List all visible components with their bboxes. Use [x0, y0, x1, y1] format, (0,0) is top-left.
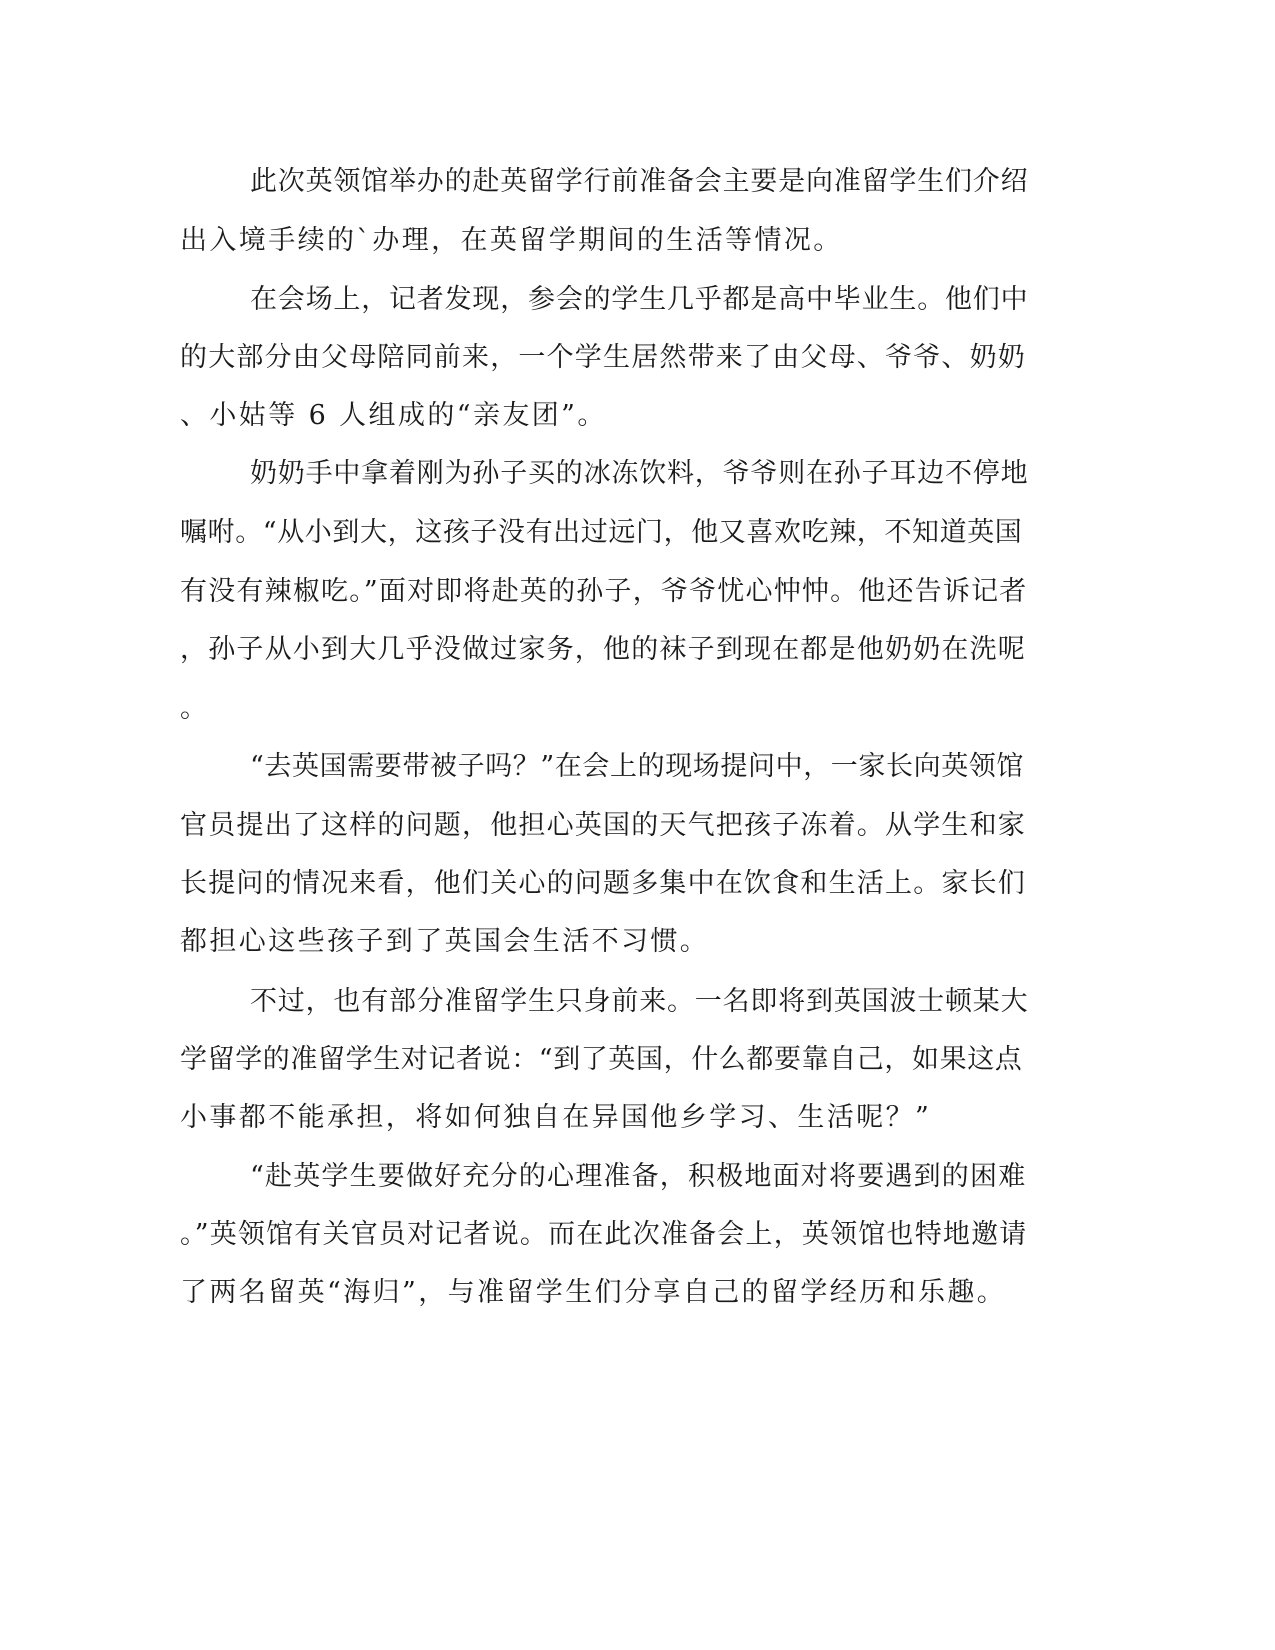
- text-line: 、小姑等 6 人组成的“亲友团”。: [180, 400, 607, 431]
- text-line: 的大部分由父母陪同前来，一个学生居然带来了由父母、爷爷、奶奶: [180, 342, 1026, 373]
- text-line: 此次英领馆举办的赴英留学行前准备会主要是向准留学生们介绍: [250, 166, 1029, 197]
- text-line: 官员提出了这样的问题，他担心英国的天气把孩子冻着。从学生和家: [180, 810, 1026, 841]
- text-line: 学留学的准留学生对记者说：“到了英国，什么都要靠自己，如果这点: [180, 1044, 1023, 1075]
- text-line: 出入境手续的`办理，在英留学期间的生活等情况。: [180, 225, 843, 256]
- text-line: 在会场上，记者发现，参会的学生几乎都是高中毕业生。他们中: [250, 284, 1029, 315]
- text-line: 了两名留英“海归”，与准留学生们分享自己的留学经历和乐趣。: [180, 1277, 1007, 1308]
- text-line: 小事都不能承担，将如何独自在异国他乡学习、生活呢？”: [180, 1102, 932, 1133]
- text-line: 都担心这些孩子到了英国会生活不习惯。: [180, 926, 710, 957]
- text-line: 有没有辣椒吃。”面对即将赴英的孙子，爷爷忧心忡忡。他还告诉记者: [180, 576, 1028, 607]
- text-line: “去英国需要带被子吗？”在会上的现场提问中，一家长向英领馆: [250, 751, 1025, 782]
- text-line: “赴英学生要做好充分的心理准备，积极地面对将要遇到的困难: [250, 1161, 1027, 1192]
- text-line: 。”英领馆有关官员对记者说。而在此次准备会上，英领馆也特地邀请: [180, 1219, 1028, 1250]
- text-line: 嘱咐。“从小到大，这孩子没有出过远门，他又喜欢吃辣，不知道英国: [180, 517, 1023, 548]
- text-line: 奶奶手中拿着刚为孙子买的冰冻饮料，爷爷则在孙子耳边不停地: [250, 458, 1029, 489]
- text-line: 。: [180, 693, 210, 724]
- text-line: ，孙子从小到大几乎没做过家务，他的袜子到现在都是他奶奶在洗呢: [180, 634, 1026, 665]
- text-line: 长提问的情况来看，他们关心的问题多集中在饮食和生活上。家长们: [180, 868, 1026, 899]
- text-line: 不过，也有部分准留学生只身前来。一名即将到英国波士顿某大: [250, 986, 1029, 1017]
